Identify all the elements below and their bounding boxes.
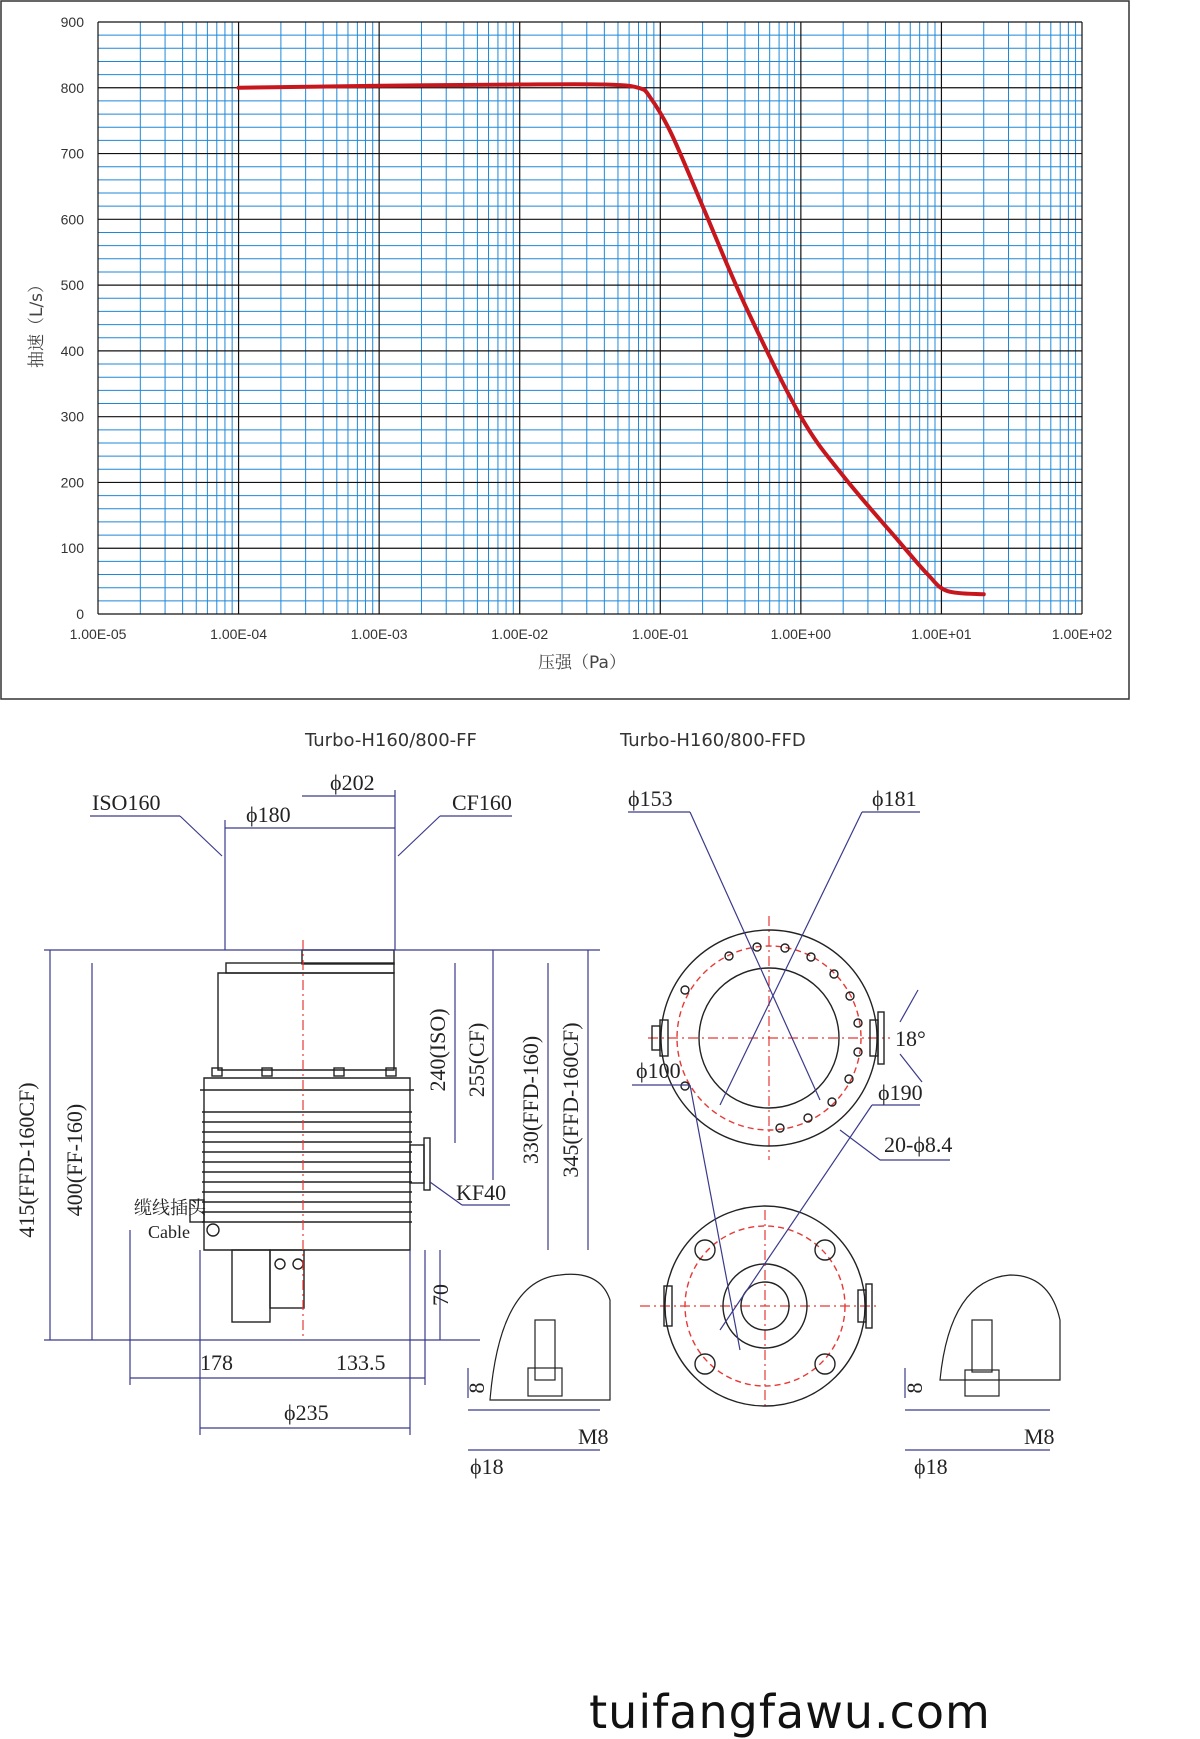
label-t8a: 8 [464, 1382, 489, 1394]
label-m8b: M8 [1024, 1424, 1055, 1449]
y-tick-label: 600 [60, 211, 84, 228]
x-tick-label: 1.00E+02 [1051, 626, 1113, 642]
label-h330: 330(FFD-160) [518, 1035, 543, 1165]
label-d153: ϕ153 [628, 786, 673, 811]
y-tick-label: 900 [60, 14, 84, 30]
label-d100: ϕ100 [636, 1058, 681, 1083]
chart-grid [98, 22, 1082, 614]
label-d202: ϕ202 [330, 770, 375, 795]
series-line [239, 84, 984, 594]
website-footer: tuifangfawu.com [589, 1685, 991, 1739]
label-d181: ϕ181 [872, 786, 917, 811]
label-d18b: ϕ18 [914, 1454, 948, 1479]
y-tick-label: 400 [60, 342, 84, 359]
flange-top-dimensions [628, 812, 953, 1160]
model-label-ffd: Turbo-H160/800-FFD [620, 730, 806, 751]
label-d18a: ϕ18 [470, 1454, 504, 1479]
x-axis-label: 压强（Pa） [538, 653, 626, 673]
label-h400: 400(FF-160) [62, 1103, 87, 1217]
label-d180: ϕ180 [246, 802, 291, 827]
bottom-view-dimensions [632, 1085, 920, 1350]
y-tick-label: 800 [60, 79, 84, 96]
label-h415: 415(FFD-160CF) [14, 1082, 39, 1238]
x-tick-labels [70, 626, 1113, 642]
y-tick-label: 200 [60, 474, 84, 491]
label-iso160: ISO160 [92, 790, 161, 815]
label-w178: 178 [200, 1350, 233, 1375]
label-h345: 345(FFD-160CF) [558, 1022, 583, 1178]
label-holes: 20-ϕ8.4 [884, 1132, 953, 1157]
label-kf40: KF40 [456, 1180, 507, 1205]
y-tick-label: 300 [60, 408, 84, 425]
label-h240: 240(ISO) [425, 1008, 450, 1092]
x-tick-label: 1.00E-04 [210, 626, 267, 642]
label-cf160: CF160 [452, 790, 512, 815]
label-t8b: 8 [902, 1382, 927, 1394]
label-cable-en: Cable [148, 1222, 190, 1242]
label-h255: 255(CF) [464, 1022, 489, 1098]
centerlines [303, 916, 890, 1410]
label-h70: 70 [428, 1284, 453, 1306]
y-tick-label: 0 [76, 606, 84, 622]
pump-side-view [190, 950, 430, 1322]
y-tick-labels [61, 14, 85, 622]
model-label-ff: Turbo-H160/800-FF [305, 730, 477, 751]
y-axis-label: 抽速（L/s） [27, 275, 47, 369]
y-tick-label: 500 [60, 277, 84, 294]
pumping-speed-chart [0, 0, 1140, 706]
chart-series [239, 84, 984, 594]
label-deg18: 18° [895, 1026, 926, 1051]
label-d190: ϕ190 [878, 1080, 923, 1105]
x-tick-label: 1.00E-05 [69, 626, 127, 642]
dimension-drawing [0, 760, 1200, 1520]
x-tick-label: 1.00E+01 [911, 626, 972, 642]
x-tick-label: 1.00E-03 [350, 626, 408, 642]
x-tick-label: 1.00E-01 [631, 626, 689, 642]
x-tick-label: 1.00E-02 [491, 626, 549, 642]
label-d235: ϕ235 [284, 1400, 329, 1425]
label-m8a: M8 [578, 1424, 609, 1449]
label-w1335: 133.5 [336, 1350, 386, 1375]
y-tick-label: 100 [60, 540, 84, 557]
x-tick-label: 1.00E+00 [770, 626, 832, 642]
y-tick-label: 700 [60, 145, 84, 162]
label-cable-cn: 缆线插头 [134, 1198, 206, 1218]
